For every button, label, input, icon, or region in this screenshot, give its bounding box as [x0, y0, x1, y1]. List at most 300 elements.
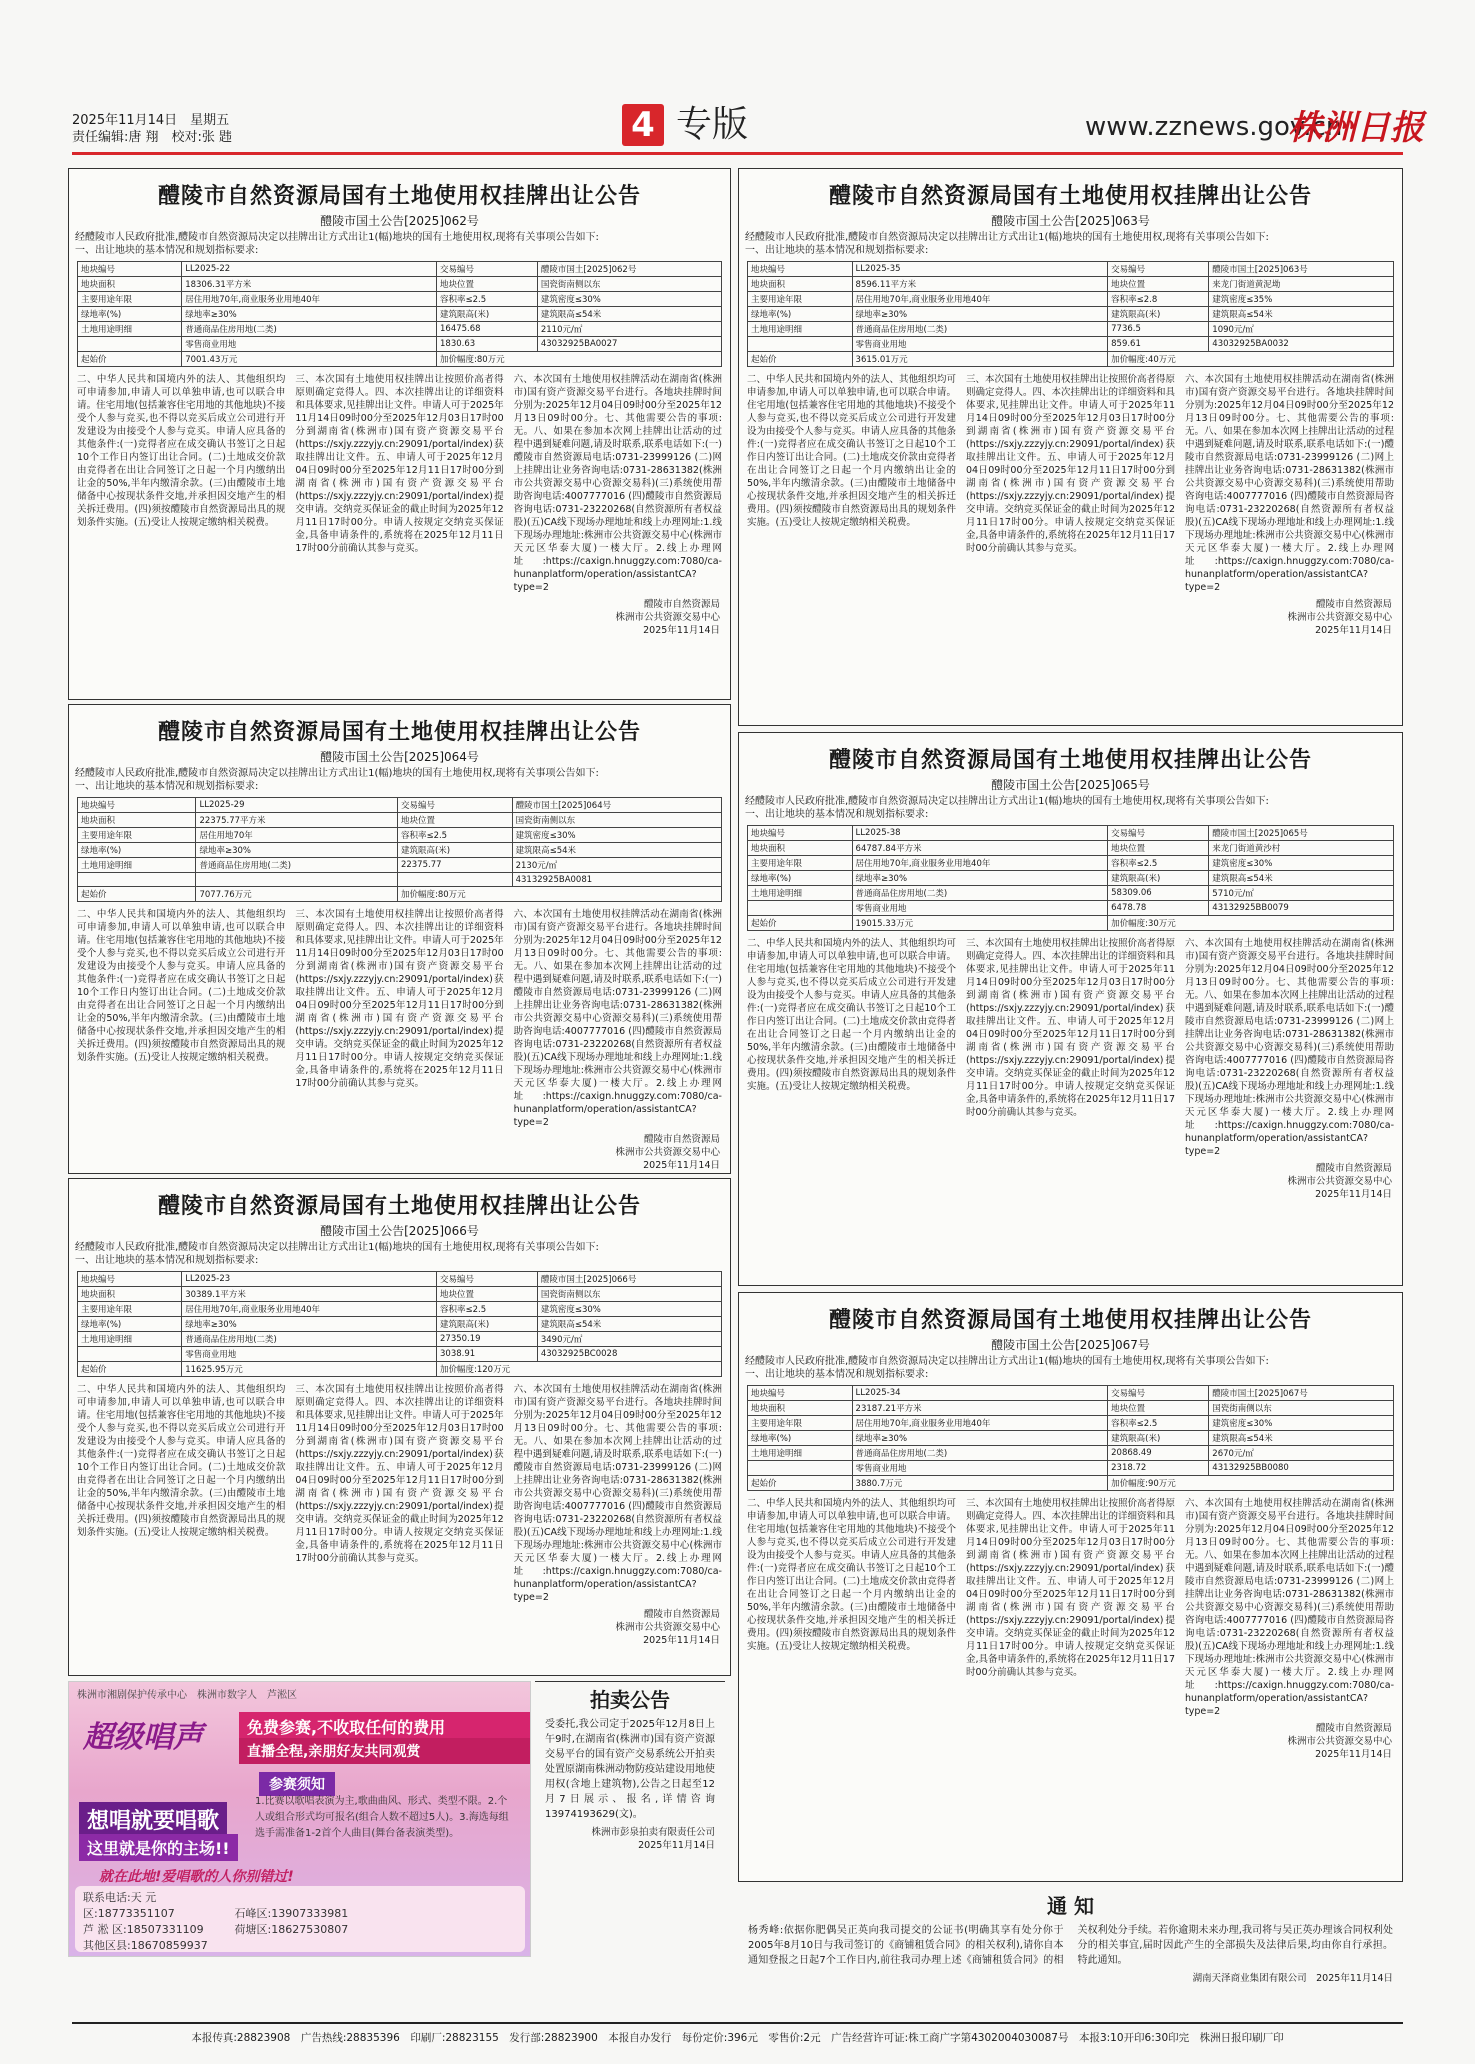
announcement-body — [69, 1379, 730, 1608]
land-table — [747, 1385, 1394, 1491]
table-cell: 居住用地70年,商业服务业用地40年 — [852, 1416, 1108, 1431]
table-cell: 地块位置 — [397, 813, 512, 828]
table-cell: 建筑限高(米) — [437, 307, 538, 322]
table-cell: LL2025-29 — [196, 798, 397, 813]
table-cell: 主要用途年限 — [78, 828, 196, 843]
table-cell: 建筑密度≤30% — [512, 828, 721, 843]
table-cell: 2318.72 — [1108, 1461, 1209, 1476]
table-row — [78, 1347, 722, 1362]
notice-sign: 湖南天泽商业集团有限公司 — [1192, 1973, 1307, 1984]
table-cell: 地块位置 — [1108, 841, 1209, 856]
table-row — [748, 322, 1394, 337]
table-cell: 土地用途明细 — [748, 886, 853, 901]
table-cell: 建筑限高≤54米 — [512, 843, 721, 858]
table-cell: 地块位置 — [437, 1287, 538, 1302]
table-cell: 居住用地70年,商业服务业用地40年 — [182, 292, 437, 307]
table-row — [748, 916, 1394, 931]
table-cell: 地块面积 — [78, 813, 196, 828]
land-announcement-065 — [738, 732, 1403, 1286]
table-cell: 来龙门街道黄沙村 — [1209, 841, 1394, 856]
table-row — [748, 262, 1394, 277]
date-line: 2025年11月14日 星期五 — [72, 113, 230, 128]
table-cell — [78, 1347, 182, 1362]
table-row — [748, 871, 1394, 886]
table-cell: 地块面积 — [748, 277, 853, 292]
table-cell: 加价幅度:40万元 — [1108, 352, 1394, 367]
announcement-intro: 经醴陵市人民政府批准,醴陵市自然资源局决定以挂牌出让方式出让1(幅)地块的国有土地使用权,现将有关事项公告如下: 一、出让地块的基本情况和规划指标要求: — [75, 1242, 599, 1266]
table-row — [748, 352, 1394, 367]
notice-date: 2025年11月14日 — [1316, 1973, 1393, 1984]
land-table — [77, 261, 722, 367]
announcement-title: 醴陵市自然资源局国有土地使用权挂牌出让公告 — [828, 748, 1312, 773]
table-cell: 普通商品住房用地(二类) — [182, 322, 437, 337]
announcement-date: 2025年11月14日 — [1315, 625, 1392, 636]
table-cell: 交易编号 — [1108, 262, 1209, 277]
table-row — [748, 1461, 1394, 1476]
table-cell: 2130元/㎡ — [512, 858, 721, 873]
body-column: 六、本次国有土地使用权挂牌活动在湖南省(株洲市)国有资产资源交易平台进行。各地块挂牌时间分别为:2025年12月04日09时00分至2025年12月13日09时00分。七、其他需要公告的事项:无。八、如果在参加本次网上挂牌出让活动的过程中遇到疑难问题,请及时联系,联系电话如下:(一)醴陵市自然资源局电话:0731-23999126 (二)网上挂牌出让业务咨询电话:0731-28631382(株洲市公共资源交易中心资源交易科)(三)系统使用帮助咨询电话:4007777016 (四)醴陵市自然资源局咨询电话:0731-23220268(自然资源所有者权益股)(五)CA线下现场办理地址和线上办理网址:1.线下现场办理地址:株洲市公共资源交易中心(株洲市天元区华泰大厦)一楼大厅。2.线上办理网址:https://caxign.hnuggzy.com:7080/ca-hunanplatform/operation/assistantCA?type=2 — [1185, 938, 1395, 1157]
announcement-sign-2: 株洲市公共资源交易中心 — [615, 1622, 720, 1633]
masthead-rule — [72, 152, 1403, 155]
announcement-number: 醴陵市国土公告[2025]067号 — [991, 1338, 1150, 1352]
table-row — [748, 1446, 1394, 1461]
table-cell: 国瓷街南侧以东 — [1209, 1401, 1394, 1416]
table-cell: 普通商品住房用地(二类) — [852, 1446, 1108, 1461]
table-cell: 地块编号 — [78, 1272, 182, 1287]
ad-slogan-2: 这里就是你的主场!! — [79, 1834, 238, 1861]
table-cell: 7001.43万元 — [182, 352, 437, 367]
announcement-sign-1: 醴陵市自然资源局 — [643, 1609, 720, 1620]
land-table — [77, 797, 722, 902]
table-row — [78, 292, 722, 307]
announcement-number: 醴陵市国土公告[2025]066号 — [320, 1224, 479, 1238]
table-cell: 2670元/㎡ — [1209, 1446, 1394, 1461]
announcement-intro: 经醴陵市人民政府批准,醴陵市自然资源局决定以挂牌出让方式出让1(幅)地块的国有土地使用权,现将有关事项公告如下: 一、出让地块的基本情况和规划指标要求: — [75, 768, 599, 792]
table-cell: 建筑密度≤30% — [1209, 1416, 1394, 1431]
table-cell: 建筑密度≤30% — [537, 1302, 721, 1317]
singing-contest-ad — [68, 1681, 531, 1957]
table-cell: 地块位置 — [1108, 1401, 1209, 1416]
table-cell: 1830.63 — [437, 337, 538, 352]
table-cell: 普通商品住房用地(二类) — [196, 858, 397, 873]
table-row — [78, 813, 722, 828]
table-row — [78, 887, 722, 902]
table-cell: 国瓷街南侧以东 — [537, 277, 721, 292]
table-cell: 容积率≤2.8 — [1108, 292, 1209, 307]
announcement-sign-2: 株洲市公共资源交易中心 — [615, 612, 720, 623]
announcement-sign-2: 株洲市公共资源交易中心 — [1287, 1176, 1392, 1187]
section-title: 专版 — [676, 104, 749, 145]
table-cell: 醴陵市国土[2025]067号 — [1209, 1386, 1394, 1401]
table-cell: 64787.84平方米 — [852, 841, 1108, 856]
ad-slogan-3: 就在此地!爱唱歌的人你别错过! — [99, 1869, 294, 1885]
table-cell: 地块编号 — [748, 1386, 853, 1401]
body-column: 二、中华人民共和国境内外的法人、其他组织均可申请参加,申请人可以单独申请,也可以联合申请。住宅用地(包括兼容住宅用地的其他地块)不接受个人参与竞买,也不得以竞买后成立公司进行开发建设为由接受个人参与竞买。申请人应具备的其他条件:(一)竞得者应在成交确认书签订之日起10个工作日内签订出让合同。(二)土地成交价款由竞得者在出让合同签订之日起一个月内缴纳出让金的50%,半年内缴清余款。(三)由醴陵市土地储备中心按现状条件交地,并承担因交地产生的相关拆迁费用。(四)须按醴陵市自然资源局出具的规划条件实施。(五)受让人按规定缴纳相关税费。 — [77, 374, 286, 528]
table-cell: 绿地率(%) — [78, 1317, 182, 1332]
table-row — [78, 352, 722, 367]
announcement-sign-1: 醴陵市自然资源局 — [1315, 1723, 1392, 1734]
announcement-sign-2: 株洲市公共资源交易中心 — [1287, 612, 1392, 623]
table-cell: 普通商品住房用地(二类) — [182, 1332, 437, 1347]
table-cell: 地块面积 — [78, 277, 182, 292]
ad-contact-5: 其他区县:18670859937 — [83, 1939, 208, 1952]
table-row — [78, 337, 722, 352]
table-cell: 1090元/㎡ — [1209, 322, 1394, 337]
body-column: 六、本次国有土地使用权挂牌活动在湖南省(株洲市)国有资产资源交易平台进行。各地块挂牌时间分别为:2025年12月04日09时00分至2025年12月13日09时00分。七、其他需要公告的事项:无。八、如果在参加本次网上挂牌出让活动的过程中遇到疑难问题,请及时联系,联系电话如下:(一)醴陵市自然资源局电话:0731-23999126 (二)网上挂牌出让业务咨询电话:0731-28631382(株洲市公共资源交易中心资源交易科)(三)系统使用帮助咨询电话:4007777016 (四)醴陵市自然资源局咨询电话:0731-23220268(自然资源所有者权益股)(五)CA线下现场办理地址和线上办理网址:1.线下现场办理地址:株洲市公共资源交易中心(株洲市天元区华泰大厦)一楼大厅。2.线上办理网址:https://caxign.hnuggzy.com:7080/ca-hunanplatform/operation/assistantCA?type=2 — [513, 909, 722, 1128]
table-cell: 建筑限高≤54米 — [537, 1317, 721, 1332]
table-cell: 地块编号 — [78, 798, 196, 813]
table-row — [78, 858, 722, 873]
body-column: 六、本次国有土地使用权挂牌活动在湖南省(株洲市)国有资产资源交易平台进行。各地块挂牌时间分别为:2025年12月04日09时00分至2025年12月13日09时00分。七、其他需要公告的事项:无。八、如果在参加本次网上挂牌出让活动的过程中遇到疑难问题,请及时联系,联系电话如下:(一)醴陵市自然资源局电话:0731-23999126 (二)网上挂牌出让业务咨询电话:0731-28631382(株洲市公共资源交易中心资源交易科)(三)系统使用帮助咨询电话:4007777016 (四)醴陵市自然资源局咨询电话:0731-23220268(自然资源所有者权益股)(五)CA线下现场办理地址和线上办理网址:1.线下现场办理地址:株洲市公共资源交易中心(株洲市天元区华泰大厦)一楼大厅。2.线上办理网址:https://caxign.hnuggzy.com:7080/ca-hunanplatform/operation/assistantCA?type=2 — [513, 374, 722, 593]
announcement-date: 2025年11月14日 — [1315, 1189, 1392, 1200]
table-row — [748, 826, 1394, 841]
table-cell: 绿地率≥30% — [182, 1317, 437, 1332]
table-cell: 主要用途年限 — [78, 292, 182, 307]
table-cell: 6478.78 — [1108, 901, 1209, 916]
table-cell: 地块位置 — [1108, 277, 1209, 292]
table-cell: 859.61 — [1108, 337, 1209, 352]
table-cell: 20868.49 — [1108, 1446, 1209, 1461]
table-cell: 7736.5 — [1108, 322, 1209, 337]
table-cell — [78, 337, 182, 352]
ad-banner-free: 免费参赛,不收取任何的费用 — [239, 1712, 531, 1741]
announcement-number: 醴陵市国土公告[2025]064号 — [320, 750, 479, 764]
announcement-title: 醴陵市自然资源局国有土地使用权挂牌出让公告 — [828, 1308, 1312, 1333]
table-cell: LL2025-38 — [852, 826, 1108, 841]
table-cell: 土地用途明细 — [78, 1332, 182, 1347]
table-cell: 醴陵市国土[2025]062号 — [537, 262, 721, 277]
table-cell: 居住用地70年 — [196, 828, 397, 843]
announcement-sign-1: 醴陵市自然资源局 — [1315, 1163, 1392, 1174]
table-cell: 3490元/㎡ — [537, 1332, 721, 1347]
table-cell: 16475.68 — [437, 322, 538, 337]
announcement-sign-1: 醴陵市自然资源局 — [1315, 599, 1392, 610]
newspaper-logo: 株洲日报 — [1288, 108, 1424, 148]
table-cell: 容积率≤2.5 — [437, 1302, 538, 1317]
table-cell: 容积率≤2.5 — [1108, 856, 1209, 871]
announcement-date: 2025年11月14日 — [1315, 1749, 1392, 1760]
table-cell: 起始价 — [78, 1362, 182, 1377]
table-cell: 醴陵市国土[2025]063号 — [1209, 262, 1394, 277]
announcement-date: 2025年11月14日 — [643, 625, 720, 636]
announcement-body — [739, 933, 1402, 1162]
table-cell: 主要用途年限 — [748, 292, 853, 307]
table-cell: 起始价 — [748, 916, 853, 931]
table-row — [78, 828, 722, 843]
table-cell — [196, 873, 397, 887]
table-row — [78, 1317, 722, 1332]
body-column: 二、中华人民共和国境内外的法人、其他组织均可申请参加,申请人可以单独申请,也可以联合申请。住宅用地(包括兼容住宅用地的其他地块)不接受个人参与竞买,也不得以竞买后成立公司进行开发建设为由接受个人参与竞买。申请人应具备的其他条件:(一)竞得者应在成交确认书签订之日起10个工作日内签订出让合同。(二)土地成交价款由竞得者在出让合同签订之日起一个月内缴纳出让金的50%,半年内缴清余款。(三)由醴陵市土地储备中心按现状条件交地,并承担因交地产生的相关拆迁费用。(四)须按醴陵市自然资源局出具的规划条件实施。(五)受让人按规定缴纳相关税费。 — [747, 938, 957, 1092]
announcement-intro: 经醴陵市人民政府批准,醴陵市自然资源局决定以挂牌出让方式出让1(幅)地块的国有土地使用权,现将有关事项公告如下: 一、出让地块的基本情况和规划指标要求: — [75, 232, 599, 256]
auction-date: 2025年11月14日 — [638, 1840, 715, 1851]
table-cell — [78, 873, 196, 887]
table-row — [748, 841, 1394, 856]
auction-sign: 株洲市彭泉拍卖有限责任公司 — [591, 1827, 715, 1838]
table-cell: 醴陵市国土[2025]065号 — [1209, 826, 1394, 841]
ad-rules: 1.比赛以歌唱表演为主,歌曲曲风、形式、类型不限。2.个人或组合形式均可报名(组合人数不超过5人)。3.海选每组选手需准备1-2首个人曲目(舞台备表演类型)。 — [255, 1796, 509, 1839]
ad-slogan-1: 想唱就要唱歌 — [79, 1802, 227, 1837]
table-cell: 11625.95万元 — [182, 1362, 437, 1377]
table-row — [748, 1401, 1394, 1416]
table-cell: 零售商业用地 — [852, 1461, 1108, 1476]
table-cell: 2110元/㎡ — [537, 322, 721, 337]
land-announcement-062 — [68, 168, 731, 700]
announcement-title: 醴陵市自然资源局国有土地使用权挂牌出让公告 — [157, 184, 641, 209]
table-cell — [397, 873, 512, 887]
table-cell: 交易编号 — [397, 798, 512, 813]
table-cell: 43032925BA0027 — [537, 337, 721, 352]
table-cell: 容积率≤2.5 — [397, 828, 512, 843]
table-cell: 建筑密度≤35% — [1209, 292, 1394, 307]
body-column: 三、本次国有土地使用权挂牌出让按照价高者得原则确定竞得人。四、本次挂牌出让的详细资料和具体要求,见挂牌出让文件。申请人可于2025年11月14日09时00分至2025年12月03日17时00分到湖南省(株洲市)国有资产资源交易平台(https://sxjy.zzzyjy.cn:29091/portal/index)获取挂牌出让文件。五、申请人可于2025年12月04日09时00分至2025年12月11日17时00分到湖南省(株洲市)国有资产资源交易平台(https://sxjy.zzzyjy.cn:29091/portal/index)提交申请。交纳竞买保证金的截止时间为2025年12月11日17时00分。申请人按规定交纳竞买保证金,具备申请条件的,系统将在2025年12月11日17时00分前确认其参与竞买。 — [295, 374, 504, 554]
land-announcement-063 — [738, 168, 1403, 726]
land-table — [77, 1271, 722, 1377]
table-cell: 绿地率(%) — [748, 307, 853, 322]
table-cell: 地块面积 — [748, 841, 853, 856]
ad-contact-2: 石峰区:13907333981 — [234, 1907, 349, 1920]
table-cell: 建筑限高≤54米 — [1209, 307, 1394, 322]
body-column: 二、中华人民共和国境内外的法人、其他组织均可申请参加,申请人可以单独申请,也可以联合申请。住宅用地(包括兼容住宅用地的其他地块)不接受个人参与竞买,也不得以竞买后成立公司进行开发建设为由接受个人参与竞买。申请人应具备的其他条件:(一)竞得者应在成交确认书签订之日起10个工作日内签订出让合同。(二)土地成交价款由竞得者在出让合同签订之日起一个月内缴纳出让金的50%,半年内缴清余款。(三)由醴陵市土地储备中心按现状条件交地,并承担因交地产生的相关拆迁费用。(四)须按醴陵市自然资源局出具的规划条件实施。(五)受让人按规定缴纳相关税费。 — [77, 909, 286, 1063]
table-cell: 零售商业用地 — [182, 1347, 437, 1362]
table-cell: 绿地率≥30% — [852, 307, 1108, 322]
table-row — [78, 873, 722, 887]
announcement-title: 醴陵市自然资源局国有土地使用权挂牌出让公告 — [157, 720, 641, 745]
table-cell: 零售商业用地 — [182, 337, 437, 352]
announcement-sign-1: 醴陵市自然资源局 — [643, 1134, 720, 1145]
table-cell: 普通商品住房用地(二类) — [852, 322, 1108, 337]
table-row — [748, 277, 1394, 292]
ad-contact-4: 荷塘区:18627530807 — [234, 1923, 349, 1936]
body-column: 三、本次国有土地使用权挂牌出让按照价高者得原则确定竞得人。四、本次挂牌出让的详细资料和具体要求,见挂牌出让文件。申请人可于2025年11月14日09时00分至2025年12月03日17时00分到湖南省(株洲市)国有资产资源交易平台(https://sxjy.zzzyjy.cn:29091/portal/index)获取挂牌出让文件。五、申请人可于2025年12月04日09时00分至2025年12月11日17时00分到湖南省(株洲市)国有资产资源交易平台(https://sxjy.zzzyjy.cn:29091/portal/index)提交申请。交纳竞买保证金的截止时间为2025年12月11日17时00分。申请人按规定交纳竞买保证金,具备申请条件的,系统将在2025年12月11日17时00分前确认其参与竞买。 — [966, 374, 1176, 554]
table-cell: 交易编号 — [1108, 826, 1209, 841]
table-row — [78, 1302, 722, 1317]
table-cell: 国瓷街南侧以东 — [512, 813, 721, 828]
ad-sponsors: 株洲市湘剧保护传承中心 株洲市数字人 芦淞区 — [77, 1690, 297, 1701]
announcement-number: 醴陵市国土公告[2025]065号 — [991, 778, 1150, 792]
table-cell: 绿地率(%) — [748, 1431, 853, 1446]
announcement-title: 醴陵市自然资源局国有土地使用权挂牌出让公告 — [828, 184, 1312, 209]
body-column: 六、本次国有土地使用权挂牌活动在湖南省(株洲市)国有资产资源交易平台进行。各地块挂牌时间分别为:2025年12月04日09时00分至2025年12月13日09时00分。七、其他需要公告的事项:无。八、如果在参加本次网上挂牌出让活动的过程中遇到疑难问题,请及时联系,联系电话如下:(一)醴陵市自然资源局电话:0731-23999126 (二)网上挂牌出让业务咨询电话:0731-28631382(株洲市公共资源交易中心资源交易科)(三)系统使用帮助咨询电话:4007777016 (四)醴陵市自然资源局咨询电话:0731-23220268(自然资源所有者权益股)(五)CA线下现场办理地址和线上办理网址:1.线下现场办理地址:株洲市公共资源交易中心(株洲市天元区华泰大厦)一楼大厅。2.线上办理网址:https://caxign.hnuggzy.com:7080/ca-hunanplatform/operation/assistantCA?type=2 — [513, 1384, 722, 1603]
table-cell: 建筑密度≤30% — [1209, 856, 1394, 871]
land-table — [747, 825, 1394, 931]
page-number-badge: 4 — [622, 104, 664, 146]
table-row — [748, 1476, 1394, 1491]
body-column: 二、中华人民共和国境内外的法人、其他组织均可申请参加,申请人可以单独申请,也可以联合申请。住宅用地(包括兼容住宅用地的其他地块)不接受个人参与竞买,也不得以竞买后成立公司进行开发建设为由接受个人参与竞买。申请人应具备的其他条件:(一)竞得者应在成交确认书签订之日起10个工作日内签订出让合同。(二)土地成交价款由竞得者在出让合同签订之日起一个月内缴纳出让金的50%,半年内缴清余款。(三)由醴陵市土地储备中心按现状条件交地,并承担因交地产生的相关拆迁费用。(四)须按醴陵市自然资源局出具的规划条件实施。(五)受让人按规定缴纳相关税费。 — [747, 1498, 957, 1652]
table-cell: 19015.33万元 — [852, 916, 1108, 931]
table-row — [78, 1362, 722, 1377]
table-cell: 43132925BB0079 — [1209, 901, 1394, 916]
table-row — [748, 307, 1394, 322]
table-cell: 绿地率(%) — [78, 843, 196, 858]
table-cell: 起始价 — [748, 352, 853, 367]
announcement-number: 醴陵市国土公告[2025]062号 — [320, 214, 479, 228]
company-notice — [738, 1888, 1403, 2012]
table-cell: 主要用途年限 — [78, 1302, 182, 1317]
table-cell: 交易编号 — [437, 262, 538, 277]
announcement-sign-1: 醴陵市自然资源局 — [643, 599, 720, 610]
table-cell: 土地用途明细 — [748, 1446, 853, 1461]
table-cell: 绿地率(%) — [78, 307, 182, 322]
table-cell: 3615.01万元 — [852, 352, 1108, 367]
notice-body: 杨秀峰:依据你肥偶吴正英向我司提交的公证书(明确其享有处分你于2005年8月10日与我司签订的《商铺租赁合同》的相关权利),请你自本通知登报之日起7个工作日内,前往我司办理上述《商铺租赁合同》的相关权利处分手续。若你逾期未来办理,我司将与吴正英办理该合同权利处分的相关事宜,届时因此产生的全部损失及法律后果,均由你自行承担。特此通知。 — [748, 1925, 1393, 1966]
table-cell: 地块位置 — [437, 277, 538, 292]
table-cell: 58309.06 — [1108, 886, 1209, 901]
announcement-date: 2025年11月14日 — [643, 1160, 720, 1171]
table-cell: 地块编号 — [78, 262, 182, 277]
table-cell: 8596.11平方米 — [852, 277, 1108, 292]
table-cell: 绿地率≥30% — [182, 307, 437, 322]
table-cell: 43032925BC0028 — [537, 1347, 721, 1362]
table-cell: 国瓷街南侧以东 — [537, 1287, 721, 1302]
table-cell: 加价幅度:90万元 — [1108, 1476, 1394, 1491]
table-cell: 居住用地70年,商业服务业用地40年 — [182, 1302, 437, 1317]
table-row — [78, 1272, 722, 1287]
table-cell: 土地用途明细 — [748, 322, 853, 337]
table-cell: 加价幅度:30万元 — [1108, 916, 1394, 931]
table-cell: 22375.77 — [397, 858, 512, 873]
table-row — [748, 901, 1394, 916]
announcement-intro: 经醴陵市人民政府批准,醴陵市自然资源局决定以挂牌出让方式出让1(幅)地块的国有土地使用权,现将有关事项公告如下: 一、出让地块的基本情况和规划指标要求: — [745, 796, 1269, 820]
table-cell: 土地用途明细 — [78, 322, 182, 337]
editor-line: 责任编辑:唐 翔 校对:张 韪 — [72, 130, 233, 145]
announcement-body — [69, 904, 730, 1133]
notice-title: 通 知 — [1047, 1894, 1094, 1918]
table-cell: 地块编号 — [748, 826, 853, 841]
land-announcement-064 — [68, 704, 731, 1174]
land-announcement-067 — [738, 1292, 1403, 1882]
table-cell: 建筑限高(米) — [437, 1317, 538, 1332]
table-cell: 加价幅度:120万元 — [437, 1362, 722, 1377]
table-cell: 绿地率(%) — [748, 871, 853, 886]
table-cell: 43132925BA0081 — [512, 873, 721, 887]
table-row — [748, 1416, 1394, 1431]
table-cell: 交易编号 — [437, 1272, 538, 1287]
land-table — [747, 261, 1394, 367]
table-row — [78, 1287, 722, 1302]
table-cell: 地块面积 — [748, 1401, 853, 1416]
table-cell: LL2025-35 — [852, 262, 1108, 277]
ad-headline: 超级唱声 — [83, 1720, 203, 1755]
table-cell — [748, 1461, 853, 1476]
table-row — [748, 856, 1394, 871]
table-row — [78, 262, 722, 277]
table-cell: 43032925BA0032 — [1209, 337, 1394, 352]
body-column: 三、本次国有土地使用权挂牌出让按照价高者得原则确定竞得人。四、本次挂牌出让的详细资料和具体要求,见挂牌出让文件。申请人可于2025年11月14日09时00分至2025年12月03日17时00分到湖南省(株洲市)国有资产资源交易平台(https://sxjy.zzzyjy.cn:29091/portal/index)获取挂牌出让文件。五、申请人可于2025年12月04日09时00分至2025年12月11日17时00分到湖南省(株洲市)国有资产资源交易平台(https://sxjy.zzzyjy.cn:29091/portal/index)提交申请。交纳竞买保证金的截止时间为2025年12月11日17时00分。申请人按规定交纳竞买保证金,具备申请条件的,系统将在2025年12月11日17时00分前确认其参与竞买。 — [295, 1384, 504, 1564]
table-cell: 加价幅度:80万元 — [397, 887, 721, 902]
masthead-date — [72, 112, 232, 146]
table-cell: 绿地率≥30% — [852, 1431, 1108, 1446]
table-cell: 建筑限高(米) — [397, 843, 512, 858]
table-cell: 零售商业用地 — [852, 901, 1108, 916]
table-cell: 绿地率≥30% — [196, 843, 397, 858]
table-row — [748, 337, 1394, 352]
table-cell: 建筑限高(米) — [1108, 307, 1209, 322]
table-cell: 建筑限高(米) — [1108, 1431, 1209, 1446]
table-cell: 7077.76万元 — [196, 887, 397, 902]
body-column: 三、本次国有土地使用权挂牌出让按照价高者得原则确定竞得人。四、本次挂牌出让的详细资料和具体要求,见挂牌出让文件。申请人可于2025年11月14日09时00分至2025年12月03日17时00分到湖南省(株洲市)国有资产资源交易平台(https://sxjy.zzzyjy.cn:29091/portal/index)获取挂牌出让文件。五、申请人可于2025年12月04日09时00分至2025年12月11日17时00分到湖南省(株洲市)国有资产资源交易平台(https://sxjy.zzzyjy.cn:29091/portal/index)提交申请。交纳竞买保证金的截止时间为2025年12月11日17时00分。申请人按规定交纳竞买保证金,具备申请条件的,系统将在2025年12月11日17时00分前确认其参与竞买。 — [966, 1498, 1176, 1678]
announcement-body — [69, 369, 730, 598]
table-cell: 起始价 — [78, 352, 182, 367]
auction-title: 拍卖公告 — [590, 1688, 670, 1712]
table-cell: 土地用途明细 — [78, 858, 196, 873]
page-footer: 本报传真:28823908 广告热线:28835396 印刷厂:28823155 发行部:28823900 本报自办发行 每份定价:396元 零售价:2元 广告经营许可证:株工商广字第4302004030087号 本报3:10开印6:30印完 株洲日报印刷厂印 — [72, 2022, 1403, 2045]
table-cell: 3038.91 — [437, 1347, 538, 1362]
table-cell: LL2025-23 — [182, 1272, 437, 1287]
table-cell — [748, 337, 853, 352]
table-row — [78, 277, 722, 292]
table-cell: 醴陵市国土[2025]064号 — [512, 798, 721, 813]
table-row — [748, 886, 1394, 901]
notice-sign-line — [738, 1972, 1403, 1985]
table-cell: 醴陵市国土[2025]066号 — [537, 1272, 721, 1287]
announcement-body — [739, 369, 1402, 598]
table-cell: 零售商业用地 — [852, 337, 1108, 352]
announcement-sign-2: 株洲市公共资源交易中心 — [615, 1147, 720, 1158]
table-cell: 普通商品住房用地(二类) — [852, 886, 1108, 901]
body-column: 二、中华人民共和国境内外的法人、其他组织均可申请参加,申请人可以单独申请,也可以联合申请。住宅用地(包括兼容住宅用地的其他地块)不接受个人参与竞买,也不得以竞买后成立公司进行开发建设为由接受个人参与竞买。申请人应具备的其他条件:(一)竞得者应在成交确认书签订之日起10个工作日内签订出让合同。(二)土地成交价款由竞得者在出让合同签订之日起一个月内缴纳出让金的50%,半年内缴清余款。(三)由醴陵市土地储备中心按现状条件交地,并承担因交地产生的相关拆迁费用。(四)须按醴陵市自然资源局出具的规划条件实施。(五)受让人按规定缴纳相关税费。 — [747, 374, 957, 528]
body-column: 二、中华人民共和国境内外的法人、其他组织均可申请参加,申请人可以单独申请,也可以联合申请。住宅用地(包括兼容住宅用地的其他地块)不接受个人参与竞买,也不得以竞买后成立公司进行开发建设为由接受个人参与竞买。申请人应具备的其他条件:(一)竞得者应在成交确认书签订之日起10个工作日内签订出让合同。(二)土地成交价款由竞得者在出让合同签订之日起一个月内缴纳出让金的50%,半年内缴清余款。(三)由醴陵市土地储备中心按现状条件交地,并承担因交地产生的相关拆迁费用。(四)须按醴陵市自然资源局出具的规划条件实施。(五)受让人按规定缴纳相关税费。 — [77, 1384, 286, 1538]
auction-body: 受委托,我公司定于2025年12月8日上午9时,在湖南省(株洲市)国有资产资源交易平台的国有资产交易系统公开拍卖处置原湖南株洲动物防疫站建设用地使用权(含地上建筑物),公告之日起至12月7日展示、报名,详情咨询13974193629(文)。 — [545, 1719, 715, 1820]
body-column: 六、本次国有土地使用权挂牌活动在湖南省(株洲市)国有资产资源交易平台进行。各地块挂牌时间分别为:2025年12月04日09时00分至2025年12月13日09时00分。七、其他需要公告的事项:无。八、如果在参加本次网上挂牌出让活动的过程中遇到疑难问题,请及时联系,联系电话如下:(一)醴陵市自然资源局电话:0731-23999126 (二)网上挂牌出让业务咨询电话:0731-28631382(株洲市公共资源交易中心资源交易科)(三)系统使用帮助咨询电话:4007777016 (四)醴陵市自然资源局咨询电话:0731-23220268(自然资源所有者权益股)(五)CA线下现场办理地址和线上办理网址:1.线下现场办理地址:株洲市公共资源交易中心(株洲市天元区华泰大厦)一楼大厅。2.线上办理网址:https://caxign.hnuggzy.com:7080/ca-hunanplatform/operation/assistantCA?type=2 — [1185, 1498, 1395, 1717]
table-cell: 绿地率≥30% — [852, 871, 1108, 886]
table-row — [78, 322, 722, 337]
table-cell: 建筑限高≤54米 — [1209, 1431, 1394, 1446]
table-row — [78, 307, 722, 322]
table-cell: 加价幅度:80万元 — [437, 352, 722, 367]
announcement-number: 醴陵市国土公告[2025]063号 — [991, 214, 1150, 228]
table-row — [78, 798, 722, 813]
table-cell: 起始价 — [78, 887, 196, 902]
table-row — [78, 1332, 722, 1347]
table-cell: 居住用地70年,商业服务业用地40年 — [852, 292, 1108, 307]
ad-contact-1: 联系电话:天 元 区:18773351107 — [83, 1891, 175, 1920]
table-row — [748, 1431, 1394, 1446]
ad-contacts — [75, 1886, 525, 1952]
table-cell: 建筑限高(米) — [1108, 871, 1209, 886]
ad-banner-live: 直播全程,亲朋好友共同观赏 — [239, 1738, 531, 1764]
announcement-intro: 经醴陵市人民政府批准,醴陵市自然资源局决定以挂牌出让方式出让1(幅)地块的国有土地使用权,现将有关事项公告如下: 一、出让地块的基本情况和规划指标要求: — [745, 1356, 1269, 1380]
announcement-intro: 经醴陵市人民政府批准,醴陵市自然资源局决定以挂牌出让方式出让1(幅)地块的国有土地使用权,现将有关事项公告如下: 一、出让地块的基本情况和规划指标要求: — [745, 232, 1269, 256]
body-column: 六、本次国有土地使用权挂牌活动在湖南省(株洲市)国有资产资源交易平台进行。各地块挂牌时间分别为:2025年12月04日09时00分至2025年12月13日09时00分。七、其他需要公告的事项:无。八、如果在参加本次网上挂牌出让活动的过程中遇到疑难问题,请及时联系,联系电话如下:(一)醴陵市自然资源局电话:0731-23999126 (二)网上挂牌出让业务咨询电话:0731-28631382(株洲市公共资源交易中心资源交易科)(三)系统使用帮助咨询电话:4007777016 (四)醴陵市自然资源局咨询电话:0731-23220268(自然资源所有者权益股)(五)CA线下现场办理地址和线上办理网址:1.线下现场办理地址:株洲市公共资源交易中心(株洲市天元区华泰大厦)一楼大厅。2.线上办理网址:https://caxign.hnuggzy.com:7080/ca-hunanplatform/operation/assistantCA?type=2 — [1185, 374, 1395, 593]
table-cell: 22375.77平方米 — [196, 813, 397, 828]
table-cell: 主要用途年限 — [748, 1416, 853, 1431]
table-cell: 来龙门街道黄泥坳 — [1209, 277, 1394, 292]
auction-notice — [535, 1681, 725, 1958]
announcement-title: 醴陵市自然资源局国有土地使用权挂牌出让公告 — [157, 1194, 641, 1219]
body-column: 三、本次国有土地使用权挂牌出让按照价高者得原则确定竞得人。四、本次挂牌出让的详细资料和具体要求,见挂牌出让文件。申请人可于2025年11月14日09时00分至2025年12月03日17时00分到湖南省(株洲市)国有资产资源交易平台(https://sxjy.zzzyjy.cn:29091/portal/index)获取挂牌出让文件。五、申请人可于2025年12月04日09时00分至2025年12月11日17时00分到湖南省(株洲市)国有资产资源交易平台(https://sxjy.zzzyjy.cn:29091/portal/index)提交申请。交纳竞买保证金的截止时间为2025年12月11日17时00分。申请人按规定交纳竞买保证金,具备申请条件的,系统将在2025年12月11日17时00分前确认其参与竞买。 — [966, 938, 1176, 1118]
table-cell: 27350.19 — [437, 1332, 538, 1347]
announcement-sign-2: 株洲市公共资源交易中心 — [1287, 1736, 1392, 1747]
land-announcement-066 — [68, 1178, 731, 1676]
announcement-body — [739, 1493, 1402, 1722]
table-row — [748, 292, 1394, 307]
table-row — [78, 843, 722, 858]
table-cell: 地块面积 — [78, 1287, 182, 1302]
table-cell: 建筑限高≤54米 — [1209, 871, 1394, 886]
ad-rules-title: 参赛须知 — [259, 1772, 335, 1796]
table-cell: 地块编号 — [748, 262, 853, 277]
table-cell: 5710元/㎡ — [1209, 886, 1394, 901]
site-url: www.zznews.gov.cn — [1085, 112, 1343, 142]
table-cell — [748, 901, 853, 916]
table-cell: 30389.1平方米 — [182, 1287, 437, 1302]
table-cell: LL2025-34 — [852, 1386, 1108, 1401]
table-cell: 交易编号 — [1108, 1386, 1209, 1401]
table-row — [748, 1386, 1394, 1401]
ad-contact-3: 芦 淞 区:18507331109 — [83, 1923, 204, 1936]
table-cell: 建筑限高≤54米 — [537, 307, 721, 322]
table-cell: 容积率≤2.5 — [1108, 1416, 1209, 1431]
